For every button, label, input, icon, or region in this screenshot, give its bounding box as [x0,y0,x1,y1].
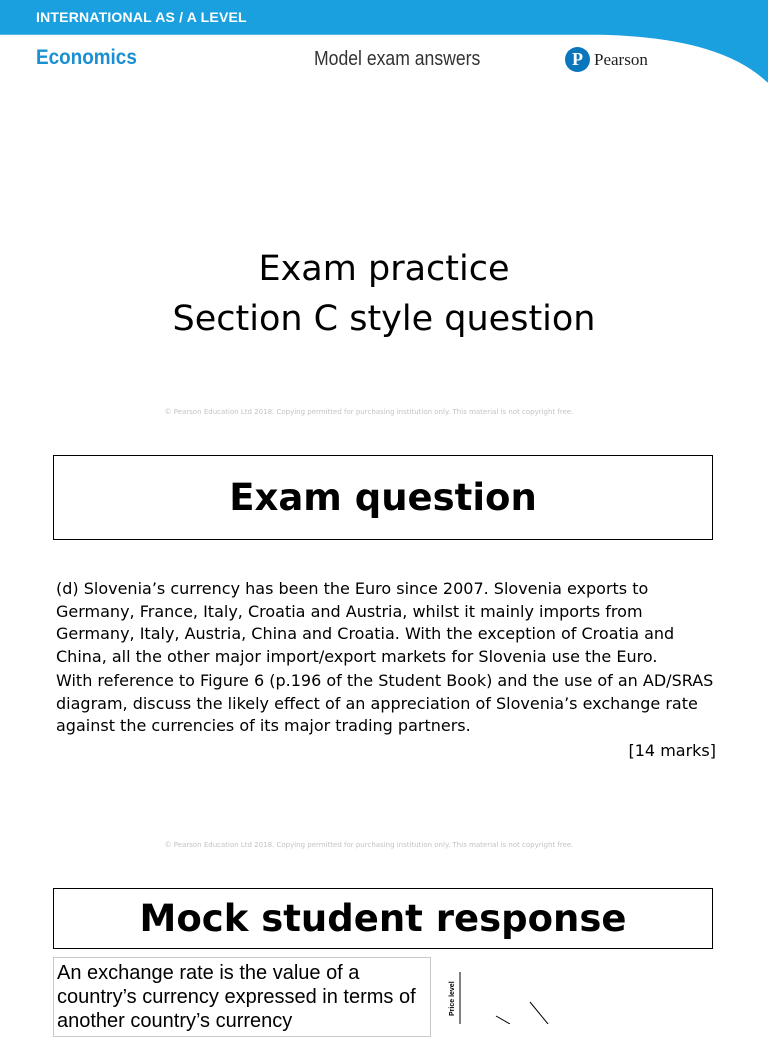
marks-label: [14 marks] [628,740,716,760]
response-text-box [53,957,431,1037]
copyright-notice: © Pearson Education Ltd 2018. Copying permitted for purchasing institution only. This material is not copyright free. [164,408,574,416]
diagram-svg [440,970,600,1024]
question-paragraph-1: (d) Slovenia’s currency has been the Euro since 2007. Slovenia exports to Germany, France, Italy, Croatia and Austria, whilst it mainly imports from Germany, Italy, Austria, China and Croatia. With the exception of Croatia and China, all the other major import/export markets for Slovenia use the Euro. [56,579,675,666]
pearson-mark-icon: P [565,47,590,72]
subject-title: Economics [36,46,137,69]
document-type: Model exam answers [314,48,481,70]
mock-response-heading: Mock student response [53,888,713,949]
page-title [0,244,768,344]
response-text: An exchange rate is the value of a country’s currency expressed in terms of another country’s currency [57,962,416,1032]
question-paragraph-2: With reference to Figure 6 (p.196 of the Student Book) and the use of an AD/SRAS diagram, discuss the likely effect of an appreciation of Slovenia’s exchange rate against the currencies of its major trading partners. [56,671,714,735]
copyright-notice-2: © Pearson Education Ltd 2018. Copying permitted for purchasing institution only. This material is not copyright free. [164,841,574,849]
title-line-2: Section C style question [172,299,596,339]
brand-name: Pearson [594,49,648,69]
qualification-label: INTERNATIONAL AS / A LEVEL [36,9,247,25]
curve-line-2 [530,1002,548,1024]
ad-sras-diagram [440,970,600,1024]
exam-question-heading: Exam question [53,455,713,540]
pearson-logo [565,47,648,72]
question-text [56,578,716,762]
price-level-axis-label: Price level [449,981,456,1016]
curve-line-1 [496,1016,510,1024]
title-line-1: Exam practice [258,249,510,289]
